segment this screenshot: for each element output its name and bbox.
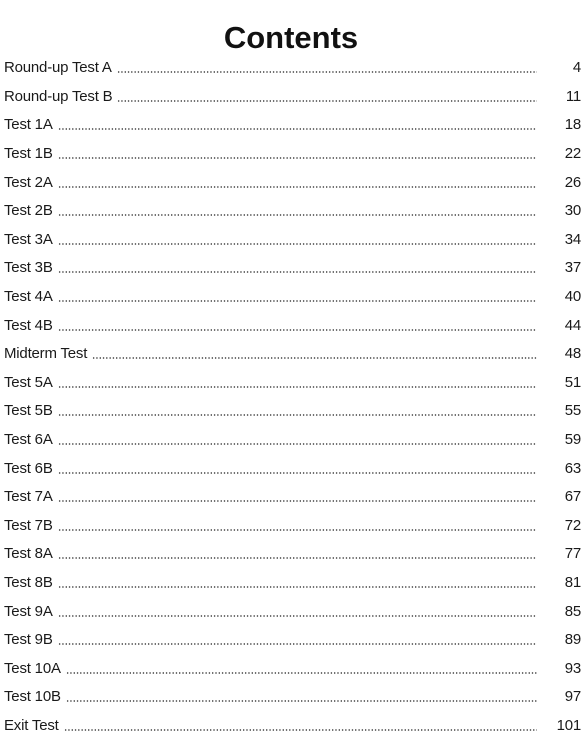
toc-entry-page-number: 48 <box>564 345 581 363</box>
toc-entry-label: Test 8A <box>4 545 53 563</box>
toc-entry-label: Test 10B <box>4 688 61 706</box>
dot-leader <box>58 300 537 302</box>
toc-entry-page-number: 81 <box>564 573 581 591</box>
dot-leader <box>64 729 537 731</box>
toc-entry[interactable] <box>4 483 582 512</box>
toc-entry[interactable] <box>4 540 582 569</box>
toc-entry[interactable] <box>4 283 582 312</box>
dot-leader <box>117 71 537 73</box>
toc-entry-label: Test 7B <box>4 516 53 534</box>
toc-entry-label: Midterm Test <box>4 345 88 363</box>
page-title: Contents <box>223 19 359 55</box>
toc-entry-label: Test 7A <box>4 488 53 506</box>
dot-leader <box>58 243 537 245</box>
toc-entry-label: Test 5B <box>4 402 53 420</box>
toc-entry-page-number: 55 <box>564 402 581 420</box>
dot-leader <box>58 157 537 159</box>
toc-entry-label: Test 2A <box>4 173 53 191</box>
toc-entry-page-number: 37 <box>564 259 581 277</box>
toc-entry[interactable] <box>4 512 582 541</box>
toc-entry-page-number: 26 <box>564 173 581 191</box>
toc-entry-page-number: 89 <box>564 631 581 649</box>
toc-entry-page-number: 101 <box>556 716 581 734</box>
toc-entry[interactable] <box>4 197 582 226</box>
toc-entry-page-number: 77 <box>564 545 581 563</box>
toc-entry[interactable] <box>4 654 582 683</box>
toc-entry-label: Test 9B <box>4 631 53 649</box>
toc-entry[interactable] <box>4 683 582 712</box>
toc-entry[interactable] <box>4 569 582 598</box>
dot-leader <box>58 271 537 273</box>
dot-leader <box>58 643 537 645</box>
dot-leader <box>58 557 537 559</box>
dot-leader <box>58 586 537 588</box>
toc-entry-label: Test 6A <box>4 431 53 449</box>
toc-entry-page-number: 93 <box>564 659 581 677</box>
dot-leader <box>58 128 537 130</box>
toc-entry-label: Round-up Test B <box>4 87 113 105</box>
toc-entry[interactable] <box>4 597 582 626</box>
toc-entry-page-number: 34 <box>564 230 581 248</box>
toc-entry[interactable] <box>4 226 582 255</box>
dot-leader <box>66 672 537 674</box>
toc-entry[interactable] <box>4 340 582 369</box>
dot-leader <box>58 186 537 188</box>
toc-entry-label: Test 2B <box>4 202 53 220</box>
dot-leader <box>117 100 537 102</box>
dot-leader <box>58 329 537 331</box>
toc-entry-label: Test 6B <box>4 459 53 477</box>
toc-entry-label: Test 4A <box>4 288 53 306</box>
toc-entry-label: Test 3B <box>4 259 53 277</box>
toc-entry[interactable] <box>4 83 582 112</box>
toc-entry-label: Test 1B <box>4 145 53 163</box>
dot-leader <box>66 700 537 702</box>
toc-entry-page-number: 4 <box>572 59 581 77</box>
dot-leader <box>58 214 537 216</box>
dot-leader <box>58 414 537 416</box>
toc-entry[interactable] <box>4 140 582 169</box>
toc-entry-label: Test 8B <box>4 573 53 591</box>
toc-entry-label: Test 9A <box>4 602 53 620</box>
toc-entry[interactable] <box>4 454 582 483</box>
toc-entry-page-number: 44 <box>564 316 581 334</box>
toc-entry-label: Test 4B <box>4 316 53 334</box>
toc-entry[interactable] <box>4 369 582 398</box>
toc-entry-page-number: 11 <box>565 87 581 105</box>
toc-entry-page-number: 40 <box>564 288 581 306</box>
toc-entry[interactable] <box>4 626 582 655</box>
dot-leader <box>58 386 537 388</box>
toc-entry-page-number: 59 <box>564 431 581 449</box>
toc-entry-page-number: 85 <box>564 602 581 620</box>
toc-entry[interactable] <box>4 254 582 283</box>
toc-entry[interactable] <box>4 54 582 83</box>
toc-entry-page-number: 22 <box>564 145 581 163</box>
dot-leader <box>58 529 537 531</box>
dot-leader <box>58 500 537 502</box>
dot-leader <box>58 472 537 474</box>
toc-entry[interactable] <box>4 426 582 455</box>
toc-entry[interactable] <box>4 168 582 197</box>
toc-entry[interactable] <box>4 111 582 140</box>
toc-entry-page-number: 51 <box>564 373 581 391</box>
toc-entry-page-number: 30 <box>564 202 581 220</box>
toc-entry-label: Test 5A <box>4 373 53 391</box>
toc-entry-label: Round-up Test A <box>4 59 112 77</box>
table-of-contents <box>4 54 582 740</box>
dot-leader <box>58 443 537 445</box>
toc-entry-page-number: 97 <box>564 688 581 706</box>
toc-entry[interactable] <box>4 397 582 426</box>
dot-leader <box>58 615 537 617</box>
dot-leader <box>92 357 537 359</box>
toc-entry-page-number: 72 <box>564 516 581 534</box>
toc-entry[interactable] <box>4 311 582 340</box>
toc-entry-label: Exit Test <box>4 716 59 734</box>
toc-entry-page-number: 18 <box>564 116 581 134</box>
toc-entry-label: Test 1A <box>4 116 53 134</box>
toc-entry-page-number: 67 <box>564 488 581 506</box>
toc-entry-label: Test 10A <box>4 659 61 677</box>
toc-entry-label: Test 3A <box>4 230 53 248</box>
toc-entry-page-number: 63 <box>564 459 581 477</box>
